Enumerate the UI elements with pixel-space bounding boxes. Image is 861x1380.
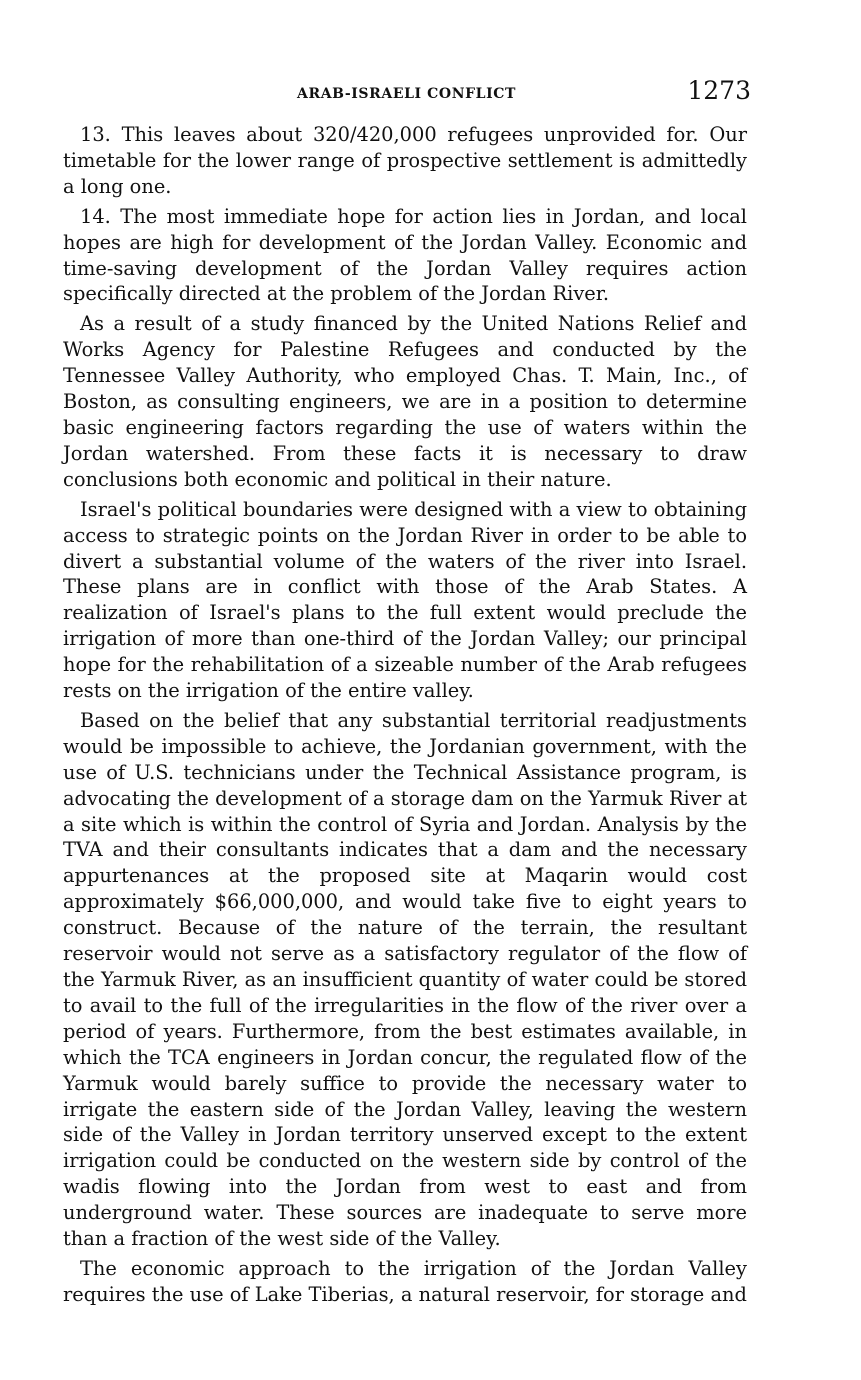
body-text <box>63 122 747 1312</box>
paragraph-14: 14. The most immediate hope for action lies in Jordan, and local hopes are high for development of the Jordan Valley. Economic and time-saving development of the Jordan Valley requires action specifically directed at the problem of the Jordan River. <box>63 204 747 306</box>
paragraph-study: As a result of a study financed by the United Nations Relief and Works Agency for Palestine Refugees and conducted by the Tennessee Valley Authority, who employed Chas. T. Main, Inc., of Boston, as consulting engineers, we are in a position to determine basic engineering factors regarding the use of waters within the Jordan watershed. From these facts it is necessary to draw conclusions both economic and political in their nature. <box>63 312 747 491</box>
paragraph-boundaries: Israel's political boundaries were designed with a view to obtaining access to strategic points on the Jordan River in order to be able to divert a substantial volume of the waters of the river into Israel. These plans are in conflict with those of the Arab States. A realization of Israel's plans to the full extent would preclude the irrigation of more than one-third of the Jordan Valley; our principal hope for the rehabilitation of a sizeable number of the Arab refugees rests on the irrigation of the entire valley. <box>63 497 747 703</box>
paragraph-tiberias: The economic approach to the irrigation of the Jordan Valley requires the use of Lake Tiberias, a natural reservoir, for storage and <box>63 1256 747 1306</box>
page-number: 1273 <box>687 76 751 105</box>
running-title: ARAB-ISRAELI CONFLICT <box>297 86 516 102</box>
paragraph-13: 13. This leaves about 320/420,000 refugees unprovided for. Our timetable for the lower range of prospective settlement is admittedly a long one. <box>63 123 747 198</box>
paragraph-yarmuk: Based on the belief that any substantial territorial readjustments would be impossible to achieve, the Jordanian government, with the use of U.S. technicians under the Technical Assistance program, is advocating the development of a storage dam on the Yarmuk River at a site which is within the control of Syria and Jordan. Analysis by the TVA and their consultants indicates that a dam and the necessary appurtenances at the proposed site at Maqarin would cost approximately $66,000,000, and would take five to eight years to construct. Because of the nature of the terrain, the resultant reservoir would not serve as a satisfactory regulator of the flow of the Yarmuk River, as an insufficient quantity of water could be stored to avail to the full of the irregularities in the flow of the river over a period of years. Furthermore, from the best estimates available, in which the TCA engineers in Jordan concur, the regulated flow of the Yarmuk would barely suffice to provide the necessary water to irrigate the eastern side of the Jordan Valley, leaving the western side of the Valley in Jordan territory unserved except to the extent irrigation could be conducted on the western side by control of the wadis flowing into the Jordan from west to east and from underground water. These sources are inadequate to serve more than a fraction of the west side of the Valley. <box>63 708 747 1251</box>
